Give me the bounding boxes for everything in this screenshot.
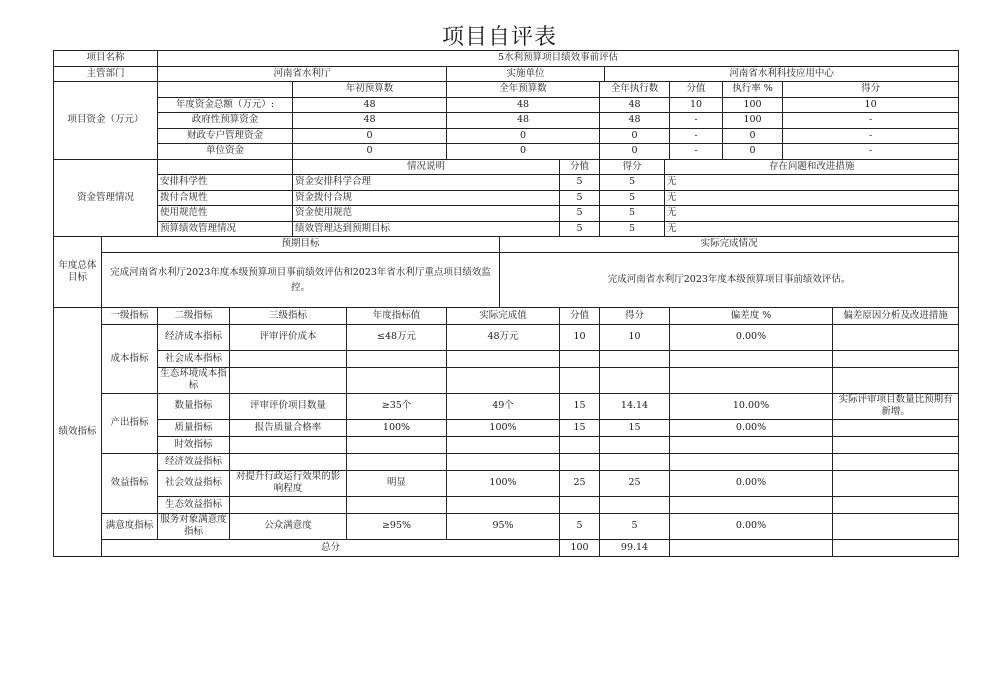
- indicator-score: 5: [560, 513, 600, 539]
- indicator-target: ≥95%: [347, 513, 447, 539]
- indicator-l2: 生态效益指标: [158, 496, 230, 513]
- indicator-dev: 0.00%: [670, 324, 833, 350]
- indicator-reason: 实际评审项目数量比预期有新增。: [833, 393, 959, 419]
- funds-row-name: 单位资金: [158, 144, 293, 160]
- indicator-target: ≤48万元: [347, 324, 447, 350]
- goals-expected-label: 预期目标: [102, 237, 500, 253]
- indicator-score: [560, 350, 600, 367]
- indicator-reason: [833, 350, 959, 367]
- funds-cell: 100: [723, 113, 783, 129]
- funds-cell: 100: [723, 97, 783, 113]
- mgmt-row-score: 5: [560, 221, 600, 237]
- benefit-indicator-label: 效益指标: [102, 453, 158, 513]
- funds-cell: -: [783, 144, 959, 160]
- indicator-score: 15: [560, 419, 600, 436]
- mgmt-row-desc: 绩效管理达到预期目标: [293, 221, 560, 237]
- mgmt-row-score: 5: [560, 190, 600, 206]
- total-score: 100: [560, 539, 600, 556]
- indicator-reason: [833, 453, 959, 470]
- mgmt-row-name: 安排科学性: [158, 175, 293, 191]
- mgmt-header-score: 分值: [560, 159, 600, 175]
- dept-value: 河南省水利厅: [158, 66, 447, 82]
- goals-label: 年度总体目标: [54, 237, 102, 308]
- funds-cell: 0: [447, 128, 600, 144]
- impl-label: 实施单位: [447, 66, 605, 82]
- indicator-actual: [447, 496, 560, 513]
- indicator-l2: 社会成本指标: [158, 350, 230, 367]
- indicator-actual: 100%: [447, 419, 560, 436]
- indicator-dev: 10.00%: [670, 393, 833, 419]
- indicator-l3: 报告质量合格率: [230, 419, 347, 436]
- perf-header-l3: 三级指标: [230, 307, 347, 324]
- funds-header-score: 分值: [670, 82, 723, 98]
- mgmt-row-desc: 资金使用规范: [293, 206, 560, 222]
- funds-label: 项目资金（万元）: [54, 82, 158, 160]
- indicator-l2: 经济效益指标: [158, 453, 230, 470]
- mgmt-row-score: 5: [560, 175, 600, 191]
- funds-cell: -: [783, 113, 959, 129]
- mgmt-row-issue: 无: [665, 175, 959, 191]
- indicator-score: [560, 453, 600, 470]
- mgmt-row-desc: 资金拨付合规: [293, 190, 560, 206]
- funds-header-annual: 全年预算数: [447, 82, 600, 98]
- mgmt-row-issue: 无: [665, 206, 959, 222]
- project-name: 5水利预算项目绩效事前评估: [158, 51, 959, 67]
- funds-cell: 48: [600, 113, 670, 129]
- indicator-target: [347, 436, 447, 453]
- indicator-l3: 评审评价成本: [230, 324, 347, 350]
- indicator-dev: [670, 496, 833, 513]
- indicator-score: [560, 436, 600, 453]
- mgmt-header-blank: [158, 159, 293, 175]
- funds-cell: 0: [723, 144, 783, 160]
- page-title: 项目自评表: [441, 25, 557, 50]
- indicator-l3: 评审评价项目数量: [230, 393, 347, 419]
- indicator-l2: 数量指标: [158, 393, 230, 419]
- indicator-reason: [833, 324, 959, 350]
- funds-header-blank: [158, 82, 293, 98]
- funds-row-name: 政府性预算资金: [158, 113, 293, 129]
- perf-header-score: 分值: [560, 307, 600, 324]
- indicator-score: [560, 496, 600, 513]
- indicator-actual: [447, 367, 560, 393]
- total-label: 总分: [102, 539, 560, 556]
- indicator-actual: 95%: [447, 513, 560, 539]
- perf-header-target: 年度指标值: [347, 307, 447, 324]
- indicator-reason: [833, 513, 959, 539]
- indicator-got: [600, 350, 670, 367]
- project-name-label: 项目名称: [54, 51, 158, 67]
- cost-indicator-label: 成本指标: [102, 324, 158, 393]
- indicator-l2: 服务对象满意度指标: [158, 513, 230, 539]
- funds-header-initial: 年初预算数: [293, 82, 447, 98]
- perf-header-got: 得分: [600, 307, 670, 324]
- indicator-l3: 公众满意度: [230, 513, 347, 539]
- indicator-l3: [230, 496, 347, 513]
- indicator-l2: 生态环境成本指标: [158, 367, 230, 393]
- dept-label: 主管部门: [54, 66, 158, 82]
- mgmt-header-issue: 存在问题和改进措施: [665, 159, 959, 175]
- indicator-l2: 质量指标: [158, 419, 230, 436]
- funds-cell: -: [670, 128, 723, 144]
- funds-cell: 0: [293, 128, 447, 144]
- indicator-dev: [670, 367, 833, 393]
- mgmt-row-got: 5: [600, 206, 665, 222]
- indicator-got: [600, 496, 670, 513]
- funds-row-name: 财政专户管理资金: [158, 128, 293, 144]
- indicator-actual: 49个: [447, 393, 560, 419]
- mgmt-row-got: 5: [600, 190, 665, 206]
- indicator-target: [347, 496, 447, 513]
- goals-actual-label: 实际完成情况: [500, 237, 959, 253]
- indicator-got: 10: [600, 324, 670, 350]
- indicator-l2: 经济成本指标: [158, 324, 230, 350]
- indicator-target: ≥35个: [347, 393, 447, 419]
- indicator-actual: [447, 350, 560, 367]
- indicator-dev: 0.00%: [670, 470, 833, 496]
- indicator-target: 100%: [347, 419, 447, 436]
- funds-row-name: 年度资金总额（万元）:: [158, 97, 293, 113]
- goals-actual: 完成河南省水利厅2023年度本级预算项目事前绩效评估。: [500, 252, 959, 307]
- indicator-reason: [833, 367, 959, 393]
- indicator-actual: [447, 436, 560, 453]
- perf-header-dev: 偏差度 %: [670, 307, 833, 324]
- satisfaction-indicator-label: 满意度指标: [102, 513, 158, 539]
- funds-cell: 0: [600, 128, 670, 144]
- indicator-l3: 对提升行政运行效果的影响程度: [230, 470, 347, 496]
- funds-header-executed: 全年执行数: [600, 82, 670, 98]
- mgmt-row-issue: 无: [665, 190, 959, 206]
- indicator-dev: [670, 436, 833, 453]
- indicator-dev: 0.00%: [670, 513, 833, 539]
- self-evaluation-table: [53, 50, 959, 557]
- funds-cell: 0: [293, 144, 447, 160]
- indicator-got: 15: [600, 419, 670, 436]
- funds-header-got: 得分: [783, 82, 959, 98]
- funds-cell: 0: [723, 128, 783, 144]
- perf-label: 绩效指标: [54, 307, 102, 556]
- funds-header-rate: 执行率 %: [723, 82, 783, 98]
- indicator-target: 明显: [347, 470, 447, 496]
- total-reason: [833, 539, 959, 556]
- indicator-reason: [833, 470, 959, 496]
- mgmt-label: 资金管理情况: [54, 159, 158, 237]
- indicator-actual: 48万元: [447, 324, 560, 350]
- funds-cell: 0: [447, 144, 600, 160]
- mgmt-row-name: 预算绩效管理情况: [158, 221, 293, 237]
- mgmt-header-got: 得分: [600, 159, 665, 175]
- indicator-got: 25: [600, 470, 670, 496]
- funds-cell: 48: [447, 97, 600, 113]
- indicator-score: [560, 367, 600, 393]
- indicator-l3: [230, 367, 347, 393]
- funds-cell: 48: [293, 97, 447, 113]
- indicator-target: [347, 453, 447, 470]
- funds-cell: -: [783, 128, 959, 144]
- funds-cell: 48: [447, 113, 600, 129]
- indicator-l3: [230, 453, 347, 470]
- mgmt-row-desc: 资金安排科学合理: [293, 175, 560, 191]
- indicator-got: [600, 436, 670, 453]
- indicator-got: 14.14: [600, 393, 670, 419]
- funds-cell: -: [670, 113, 723, 129]
- indicator-actual: [447, 453, 560, 470]
- indicator-target: [347, 367, 447, 393]
- indicator-score: 25: [560, 470, 600, 496]
- perf-header-reason: 偏差原因分析及改进措施: [833, 307, 959, 324]
- indicator-got: [600, 367, 670, 393]
- indicator-l3: [230, 436, 347, 453]
- indicator-dev: [670, 350, 833, 367]
- funds-cell: 10: [670, 97, 723, 113]
- funds-cell: 48: [600, 97, 670, 113]
- mgmt-row-issue: 无: [665, 221, 959, 237]
- mgmt-header-desc: 情况说明: [293, 159, 560, 175]
- goals-expected: 完成河南省水利厅2023年度本级预算项目事前绩效评估和2023年省水利厅重点项目绩效监控。: [102, 252, 500, 307]
- indicator-got: [600, 453, 670, 470]
- funds-cell: 48: [293, 113, 447, 129]
- indicator-l3: [230, 350, 347, 367]
- indicator-reason: [833, 436, 959, 453]
- indicator-dev: 0.00%: [670, 419, 833, 436]
- funds-cell: 10: [783, 97, 959, 113]
- indicator-got: 5: [600, 513, 670, 539]
- impl-value: 河南省水利科技应用中心: [605, 66, 959, 82]
- perf-header-l1: 一级指标: [102, 307, 158, 324]
- indicator-score: 10: [560, 324, 600, 350]
- indicator-l2: 社会效益指标: [158, 470, 230, 496]
- indicator-actual: 100%: [447, 470, 560, 496]
- perf-header-actual: 实际完成值: [447, 307, 560, 324]
- mgmt-row-got: 5: [600, 221, 665, 237]
- mgmt-row-got: 5: [600, 175, 665, 191]
- indicator-reason: [833, 496, 959, 513]
- indicator-reason: [833, 419, 959, 436]
- indicator-dev: [670, 453, 833, 470]
- perf-header-l2: 二级指标: [158, 307, 230, 324]
- indicator-score: 15: [560, 393, 600, 419]
- mgmt-row-name: 使用规范性: [158, 206, 293, 222]
- total-dev: [670, 539, 833, 556]
- total-got: 99.14: [600, 539, 670, 556]
- funds-cell: -: [670, 144, 723, 160]
- mgmt-row-score: 5: [560, 206, 600, 222]
- indicator-target: [347, 350, 447, 367]
- output-indicator-label: 产出指标: [102, 393, 158, 453]
- funds-cell: 0: [600, 144, 670, 160]
- indicator-l2: 时效指标: [158, 436, 230, 453]
- mgmt-row-name: 拨付合规性: [158, 190, 293, 206]
